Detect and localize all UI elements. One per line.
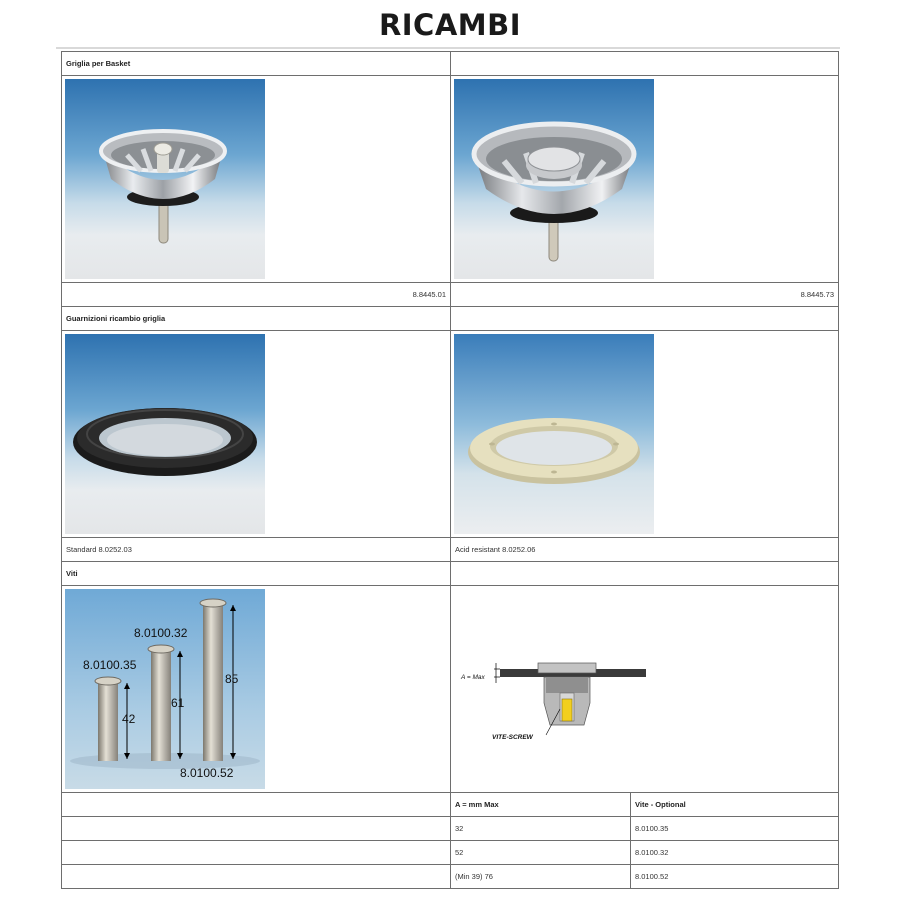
- image-cell: [62, 331, 451, 538]
- section-header-screws: Viti: [62, 562, 451, 586]
- screw-length-label: 61: [171, 696, 185, 710]
- image-row: [62, 586, 839, 793]
- page-title: RICAMBI: [378, 8, 522, 42]
- caption-row: [62, 538, 839, 562]
- spec-row: [62, 865, 839, 889]
- screws-photo: [65, 589, 265, 789]
- image-cell: [451, 76, 839, 283]
- black-rubber-gasket-icon: [65, 334, 265, 534]
- section-header-row: [62, 52, 839, 76]
- basket-strainer-photo: [65, 79, 265, 279]
- spec-header-a-max: A = mm Max: [451, 793, 631, 817]
- image-cell: [62, 586, 451, 793]
- screw-label: 8.0100.52: [180, 766, 234, 780]
- spec-cell: [62, 817, 451, 841]
- spec-row: [62, 841, 839, 865]
- image-cell: [451, 586, 839, 793]
- screw-label: 8.0100.35: [83, 658, 137, 672]
- spec-cell: [62, 865, 451, 889]
- screw-label: 8.0100.32: [134, 626, 188, 640]
- gasket-acid-caption: Acid resistant 8.0252.06: [451, 538, 839, 562]
- image-cell: [62, 76, 451, 283]
- part-code: 8.8445.73: [451, 283, 839, 307]
- cream-acid-resistant-gasket-icon: [454, 334, 654, 534]
- image-row: [62, 331, 839, 538]
- basket-strainer-large-knob-photo: [454, 79, 654, 279]
- spec-cell-vite: 8.0100.52: [631, 865, 839, 889]
- section-header-empty: [451, 562, 839, 586]
- screw-length-label: 42: [122, 712, 136, 726]
- title-divider: [56, 47, 840, 49]
- rubber-gasket-photo: [65, 334, 265, 534]
- spec-cell-a: (Min 39) 76: [451, 865, 631, 889]
- spec-cell-vite: 8.0100.32: [631, 841, 839, 865]
- stainless-basket-strainer-icon: [65, 79, 265, 279]
- section-header-basket: Griglia per Basket: [62, 52, 451, 76]
- screw-length-label: 85: [225, 672, 239, 686]
- spare-parts-table: [61, 51, 839, 889]
- part-code: 8.8445.01: [62, 283, 451, 307]
- screw-installation-diagram: [454, 589, 834, 789]
- image-cell: [451, 331, 839, 538]
- gasket-standard-caption: Standard 8.0252.03: [62, 538, 451, 562]
- spec-cell-a: 32: [451, 817, 631, 841]
- spec-row: [62, 817, 839, 841]
- spec-cell-vite: 8.0100.35: [631, 817, 839, 841]
- caption-row: [62, 283, 839, 307]
- spec-header-vite: Vite - Optional: [631, 793, 839, 817]
- drain-section-diagram-icon: [454, 589, 834, 789]
- stainless-basket-strainer-large-knob-icon: [454, 79, 654, 279]
- spec-header-cell: [62, 793, 451, 817]
- section-header-empty: [451, 52, 839, 76]
- spec-cell: [62, 841, 451, 865]
- acid-gasket-photo: [454, 334, 654, 534]
- spec-header-row: [62, 793, 839, 817]
- section-header-row: [62, 562, 839, 586]
- screw-set-icon: [65, 589, 265, 789]
- section-header-row: [62, 307, 839, 331]
- vite-screw-label: VITE-SCREW: [492, 734, 533, 741]
- a-max-label: A = Max: [461, 674, 485, 681]
- section-header-gaskets: Guarnizioni ricambio griglia: [62, 307, 451, 331]
- spec-cell-a: 52: [451, 841, 631, 865]
- image-row: [62, 76, 839, 283]
- section-header-empty: [451, 307, 839, 331]
